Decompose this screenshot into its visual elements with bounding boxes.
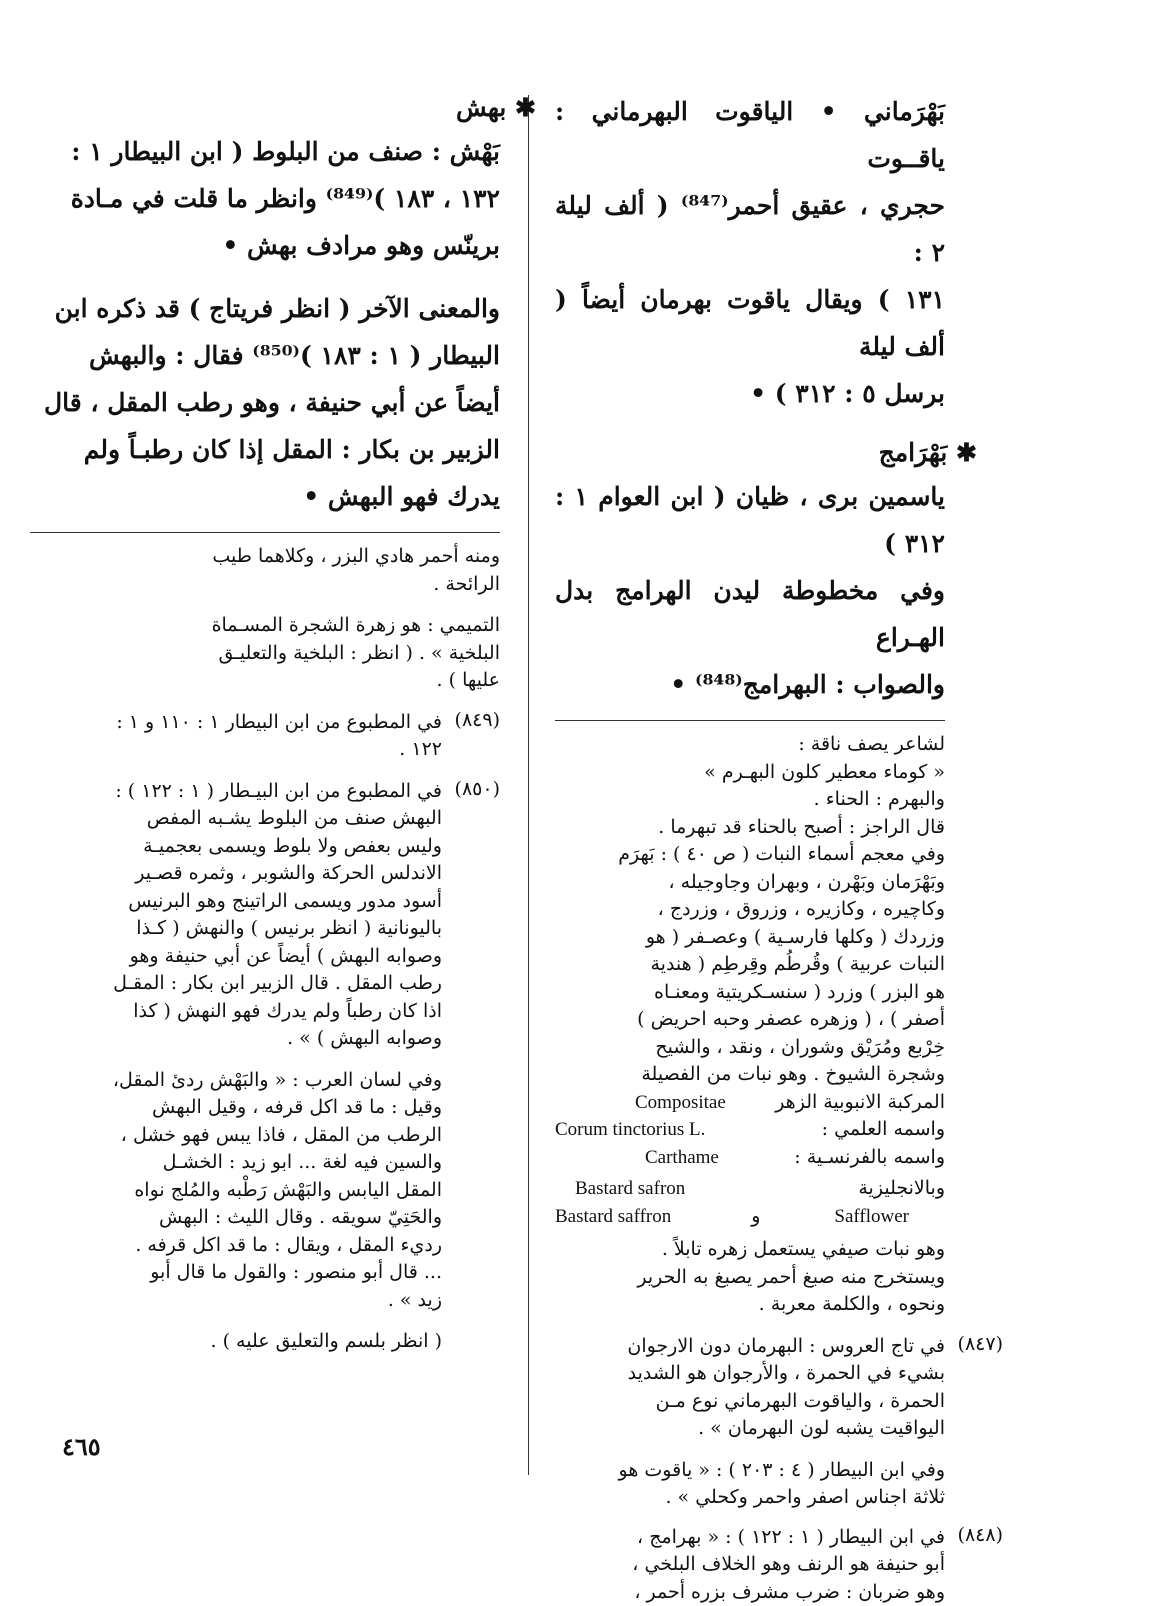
entry-line: برينّس وهو مرادف بهش • xyxy=(30,222,500,269)
footnote-line: البهش صنف من البلوط يشـبه المفص xyxy=(30,805,442,833)
footnote-number: (٨٤٧) xyxy=(958,1333,1003,1355)
footnote-849 xyxy=(30,709,500,764)
footnote-line: أبو حنيفة هو الرنف وهو الخلاف البلخي ، xyxy=(555,1551,945,1579)
entry-line: وفي مخطوطة ليدن الهرامج بدل الهـراع xyxy=(555,567,945,661)
note-line: وبَهْرَمان وبَهْرن ، وبهران وجاوجيله ، xyxy=(555,869,945,897)
english-and: و xyxy=(751,1203,760,1231)
entry-line: أيضاً عن أبي حنيفة ، وهو رطب المقل ، قال xyxy=(30,379,500,426)
footnote-line: في المطبوع من ابن البيـطار ( ١ : ١٢٢ ) : xyxy=(30,778,442,806)
footnote-line: رطب المقل . قال الزبير ابن بكار : المقـل xyxy=(30,970,442,998)
footnote-separator xyxy=(555,720,945,721)
scientific-label: واسمه العلمي : xyxy=(822,1116,945,1144)
entry-line: بَهْش : صنف من البلوط ( ابن البيطار ١ : xyxy=(30,128,500,175)
note-line: ومنه أحمر هادي البزر ، وكلاهما طيب xyxy=(30,543,500,571)
footnote-line: ١٢٢ . xyxy=(30,736,442,764)
footnote-line: وصوابه البهش ) » . xyxy=(30,1025,442,1053)
footnote-line: في المطبوع من ابن البيطار ١ : ١١٠ و ١ : xyxy=(30,709,442,737)
entry-line: والصواب : البهرامج⁽⁸⁴⁸⁾ • xyxy=(555,661,945,708)
footnote-number: (٨٥٠) xyxy=(455,778,500,800)
footnote-line: الحمرة ، والياقوت البهرماني نوع مـن xyxy=(555,1388,945,1416)
note-line: لشاعر يصف ناقة : xyxy=(555,731,945,759)
footnote-separator xyxy=(30,532,500,533)
note-line: عليها ) . xyxy=(30,667,500,695)
footnote-line: وفي لسان العرب : « والبَهْش ردئ المقل، xyxy=(30,1067,442,1095)
note-line: « كوماء معطير كلون البهـرم » xyxy=(555,759,945,787)
family-row xyxy=(555,1089,945,1117)
column-divider xyxy=(528,95,529,1475)
note-line: وكاچيره ، وكازيره ، وزروق ، وزردج ، xyxy=(555,896,945,924)
footnote-848 xyxy=(555,1524,1003,1606)
footnote-number: (٨٤٨) xyxy=(958,1524,1003,1546)
footnote-line: اذا كان رطباً ولم يدرك فهو النهش ( كذا xyxy=(30,998,442,1026)
entry-line: ١٣٢ ، ١٨٣ )⁽⁸⁴⁹⁾ وانظر ما قلت في مـادة xyxy=(30,175,500,222)
english-name-row xyxy=(555,1175,945,1203)
footnote-line: والحَتِيّ سويقه . وقال الليث : البهش xyxy=(30,1204,442,1232)
note-line: قال الراجز : أصبح بالحناء قد تبهرما . xyxy=(555,814,945,842)
footnote-line: وهو ضربان : ضرب مشرف بزره أحمر ، xyxy=(555,1579,945,1606)
footnote-line: في ابن البيطار ( ١ : ١٢٢ ) : « بهرامج ، xyxy=(555,1524,945,1552)
family-label: المركبة الانبوبية الزهر xyxy=(775,1089,945,1117)
entry-headword: ✱ بهش xyxy=(30,88,536,128)
english-latin-3: Safflower xyxy=(834,1203,909,1231)
note-line: ويستخرج منه صبغ أحمر يصبغ به الحرير xyxy=(555,1264,945,1292)
footnote-line: الاندلس الحركة والشوبر ، وثمره قصـير xyxy=(30,860,442,888)
family-latin: Compositae xyxy=(635,1089,726,1117)
entry-line: والمعنى الآخر ( انظر فريتاج ) قد ذكره ابن xyxy=(30,285,500,332)
footnote-line: وقيل : ما قد اكل قرفه ، وقيل البهش xyxy=(30,1094,442,1122)
entry-line: حجري ، عقيق أحمر⁽⁸⁴⁷⁾ ( ألف ليلة ٢ : xyxy=(555,182,945,276)
footnote-line: والسين فيه لغة ... ابو زيد : الخشـل xyxy=(30,1149,442,1177)
entry-line: ياسمين برى ، ظيان ( ابن العوام ١ : ٣١٢ ) xyxy=(555,473,945,567)
entry-line: ١٣١ ) ويقال ياقوت بهرمان أيضاً ( ألف ليلة xyxy=(555,276,945,370)
footnote-line: زيد » . xyxy=(30,1287,442,1315)
footnote-number: (٨٤٩) xyxy=(455,709,500,731)
note-line: والبهرم : الحناء . xyxy=(555,786,945,814)
entry-line: الزبير بن بكار : المقل إذا كان رطبـاً ولم xyxy=(30,426,500,473)
footnote-line: بشيء في الحمرة ، والأرجوان هو الشديد xyxy=(555,1360,945,1388)
footnote-line: اليواقيت يشبه لون البهرمان » . xyxy=(555,1415,945,1443)
note-line: ونحوه ، والكلمة معربة . xyxy=(555,1291,945,1319)
note-line: وهو نبات صيفي يستعمل زهره تابلاً . xyxy=(555,1236,945,1264)
entry-line: البيطار ( ١ : ١٨٣ )⁽⁸⁵⁰⁾ فقال : والبهش xyxy=(30,332,500,379)
footnote-line: باليونانية ( انظر برنيس ) والنهش ( كـذا xyxy=(30,915,442,943)
french-label: واسمه بالفرنسـية : xyxy=(794,1144,945,1172)
note-line: وزردك ( وكلها فارسـية ) وعصـفر ( هو xyxy=(555,924,945,952)
footnote-line: ... قال أبو منصور : والقول ما قال أبو xyxy=(30,1259,442,1287)
footnote-line: ( انظر بلسم والتعليق عليه ) . xyxy=(30,1328,442,1356)
footnote-line: الرطب من المقل ، فاذا يبس فهو خشل ، xyxy=(30,1122,442,1150)
footnote-line: وليس بعفص ولا بلوط ويسمى بعجميـة xyxy=(30,833,442,861)
french-latin: Carthame xyxy=(645,1144,719,1172)
right-column xyxy=(555,88,945,1606)
note-line: وشجرة الشيوخ . وهو نبات من الفصيلة xyxy=(555,1061,945,1089)
note-line: أصفر ) ، ( وزهره عصفر وحبه احريض ) xyxy=(555,1006,945,1034)
footnote-line: وصوابه البهش ) أيضاً عن أبي حنيفة وهو xyxy=(30,943,442,971)
note-line: وفي معجم أسماء النبات ( ص ٤٠ ) : بَهرَم xyxy=(555,841,945,869)
entry-headword: ✱ بَهْرَامج xyxy=(555,433,977,473)
entry-line: برسل ٥ : ٣١٢ ) • xyxy=(555,370,945,417)
note-line: البلخية » . ( انظر : البلخية والتعليـق xyxy=(30,640,500,668)
page-number: ٤٦٥ xyxy=(62,1432,101,1461)
entry-line: يدرك فهو البهش • xyxy=(30,473,500,520)
left-column xyxy=(30,88,500,1356)
footnote-line: ثلاثة اجناس اصفر واحمر وكحلي » . xyxy=(555,1484,945,1512)
scientific-latin: Corum tinctorius L. xyxy=(555,1116,705,1144)
english-latin-1: Bastard safron xyxy=(575,1175,685,1203)
footnote-line: رديء المقل ، ويقال : ما قد اكل قرفه . xyxy=(30,1232,442,1260)
footnote-line: أسود مدور ويسمى الراتينج وهو البرنيس xyxy=(30,888,442,916)
note-line: التميمي : هو زهرة الشجرة المسـماة xyxy=(30,612,500,640)
footnote-line: وفي ابن البيطار ( ٤ : ٢٠٣ ) : « ياقوت هو xyxy=(555,1457,945,1485)
note-line: النبات عربية ) وقُرطُم وقِرطِم ( هندية xyxy=(555,951,945,979)
scientific-name-row xyxy=(555,1116,945,1144)
footnote-line: المقل اليابس والبَهْش رَطْبه والمُلج نواه xyxy=(30,1177,442,1205)
note-line: الرائحة . xyxy=(30,571,500,599)
footnote-line: في تاج العروس : البهرمان دون الارجوان xyxy=(555,1333,945,1361)
english-latin-2: Bastard saffron xyxy=(555,1203,671,1231)
french-name-row xyxy=(555,1144,945,1172)
english-label: وبالانجليزية xyxy=(858,1175,945,1203)
note-line: هو البزر ) وزرد ( سنسـكريتية ومعنـاه xyxy=(555,979,945,1007)
entry-line: بَهْرَماني • الياقوت البهرماني : ياقــوت xyxy=(555,88,945,182)
note-line: خِرْبع ومُرَيْق وشوران ، ونقد ، والشيح xyxy=(555,1034,945,1062)
footnote-850 xyxy=(30,778,500,1356)
english-name-row-2 xyxy=(555,1203,945,1231)
footnote-847 xyxy=(555,1333,1003,1512)
